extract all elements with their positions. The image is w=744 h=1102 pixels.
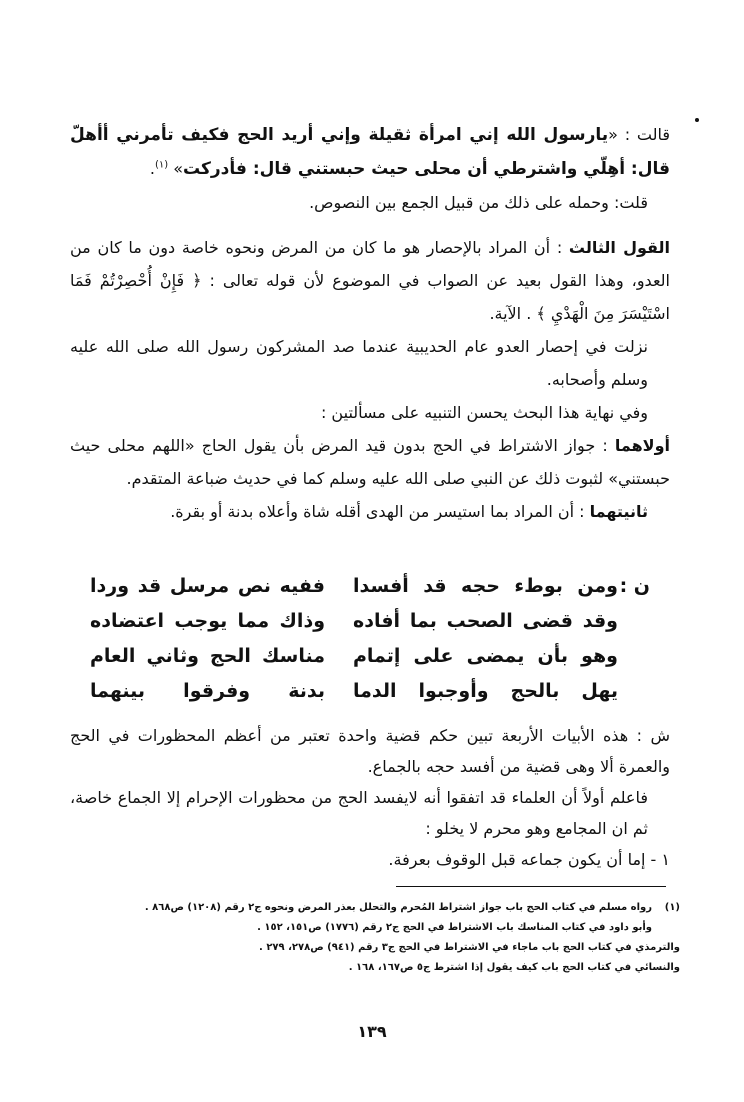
margin-mark (695, 118, 699, 122)
second-issue-label: ثانيتهما (589, 502, 648, 521)
footnote-number: (١) (664, 902, 680, 913)
footnote-line: والنسائي في كتاب الحج باب كيف يقول إذا اشترط ج٥ ص١٦٧، ١٦٨ . (348, 962, 680, 973)
footnotes (120, 898, 680, 978)
second-issue-paragraph: ثانيتهما : أن المراد بما استيسر من الهدى أقله شاة وأعلاه بدنة أو بقرة. (170, 502, 648, 521)
footnote-reference[interactable]: (١) (154, 159, 169, 171)
verse-second-hemistich: بدنة وفرقوا بينهما (90, 679, 325, 702)
verse-first-hemistich: يهل بالحج وأوجبوا الدما (353, 679, 618, 702)
note-paragraph: قلت: وحمله على ذلك من قبيل الجمع بين النصوص. (309, 193, 648, 212)
commentary-list-item: ١ - إما أن يكون جماعه قبل الوقوف بعرفة. (388, 850, 670, 869)
conclusion-intro: وفي نهاية هذا البحث يحسن التنبيه على مسألتين : (320, 403, 648, 422)
revelation-paragraph: نزلت في إحصار العدو عام الحديبية عندما صد المشركون رسول الله صلى الله عليه وسلم وأصحابه. (70, 337, 648, 389)
page-number: ١٣٩ (357, 1022, 387, 1041)
verse-first-hemistich: ومن بوطء حجه قد أفسدا (353, 574, 618, 597)
commentary-paragraph: فاعلم أولاً أن العلماء قد اتفقوا أنه لايفسد الحج من محظورات الإحرام إلا الجماع خاصة، ثم ان المجامع وهو محرم لا يخلو : (70, 788, 648, 838)
hadith-paragraph: قالت : «يارسول الله إني امرأة ثقيلة وإني أريد الحج فكيف تأمرني أأهلّ قال: أهِلّي واشترطي أن محلى حيث حبستني قال: فأدركت» $^{(١)}$. (70, 125, 670, 179)
third-opinion-paragraph: القول الثالث : أن المراد بالإحصار هو ما كان من المرض ونحوه خاصة دون ما كان من العدو، وهذا القول بعيد عن الصواب في الموضوع لأن قوله تعالى : ﴿ فَإِنْ أُحْصِرْتُمْ فَمَا اسْتَيْسَرَ مِنَ الْهَدْيِ ﴾ . الآية. (70, 238, 671, 323)
footnote-line: (١)رواه مسلم في كتاب الحج باب جواز اشتراط المُحرم والتحلل بعذر المرض ونحوه ج٢ رقم (١٢٠٨) ص٨٦٨ . (120, 898, 680, 918)
verse-row (90, 673, 650, 708)
verse-first-hemistich: وهو بأن يمضى على إتمام (353, 644, 618, 667)
footnote-divider (396, 886, 666, 887)
commentary-text (70, 720, 670, 875)
verse-row (90, 638, 650, 673)
verse-first-hemistich: وقد قضى الصحب بما أفاده (353, 609, 618, 632)
hadith-quote: يارسول الله إني امرأة ثقيلة وإني أريد الحج فكيف تأمرني أأهلّ قال: أهِلّي واشترطي أن محلى حيث حبستني قال: فأدركت (70, 125, 670, 179)
footnote-line: والترمذي في كتاب الحج باب ماجاء في الاشتراط في الحج ج٣ رقم (٩٤١) ص٢٧٨، ٢٧٩ . (259, 942, 680, 953)
verse-label: ن : (619, 574, 650, 597)
verse-row (90, 568, 650, 603)
verse-second-hemistich: ففيه نص مرسل قد وردا (90, 574, 325, 597)
verse-second-hemistich: مناسك الحج وثاني العام (90, 644, 325, 667)
commentary-paragraph: ش : هذه الأبيات الأربعة تبين حكم قضية واحدة تعتبر من أعظم المحظورات في الحج والعمرة ألا وهى قضية من أفسد حجه بالجماع. (70, 726, 670, 776)
poem-verses (90, 568, 650, 708)
main-text (70, 118, 670, 528)
verse-row (90, 603, 650, 638)
third-opinion-label: القول الثالث (568, 238, 671, 257)
verse-second-hemistich: وذاك مما يوجب اعتضاده (90, 609, 325, 632)
first-issue-label: أولاهما (614, 436, 670, 455)
footnote-line: وأبو داود في كتاب المناسك باب الاشتراط في الحج ج٢ رقم (١٧٧٦) ص١٥١، ١٥٢ . (257, 922, 652, 933)
quran-verse: ﴿ فَإِنْ أُحْصِرْتُمْ فَمَا اسْتَيْسَرَ مِنَ الْهَدْيِ ﴾ (70, 271, 670, 323)
first-issue-paragraph: أولاهما : جواز الاشتراط في الحج بدون قيد المرض بأن يقول الحاج «اللهم محلى حيث حبستني» لثبوت ذلك عن النبي صلى الله عليه وسلم كما في حديث ضباعة المتقدم. (70, 436, 670, 488)
